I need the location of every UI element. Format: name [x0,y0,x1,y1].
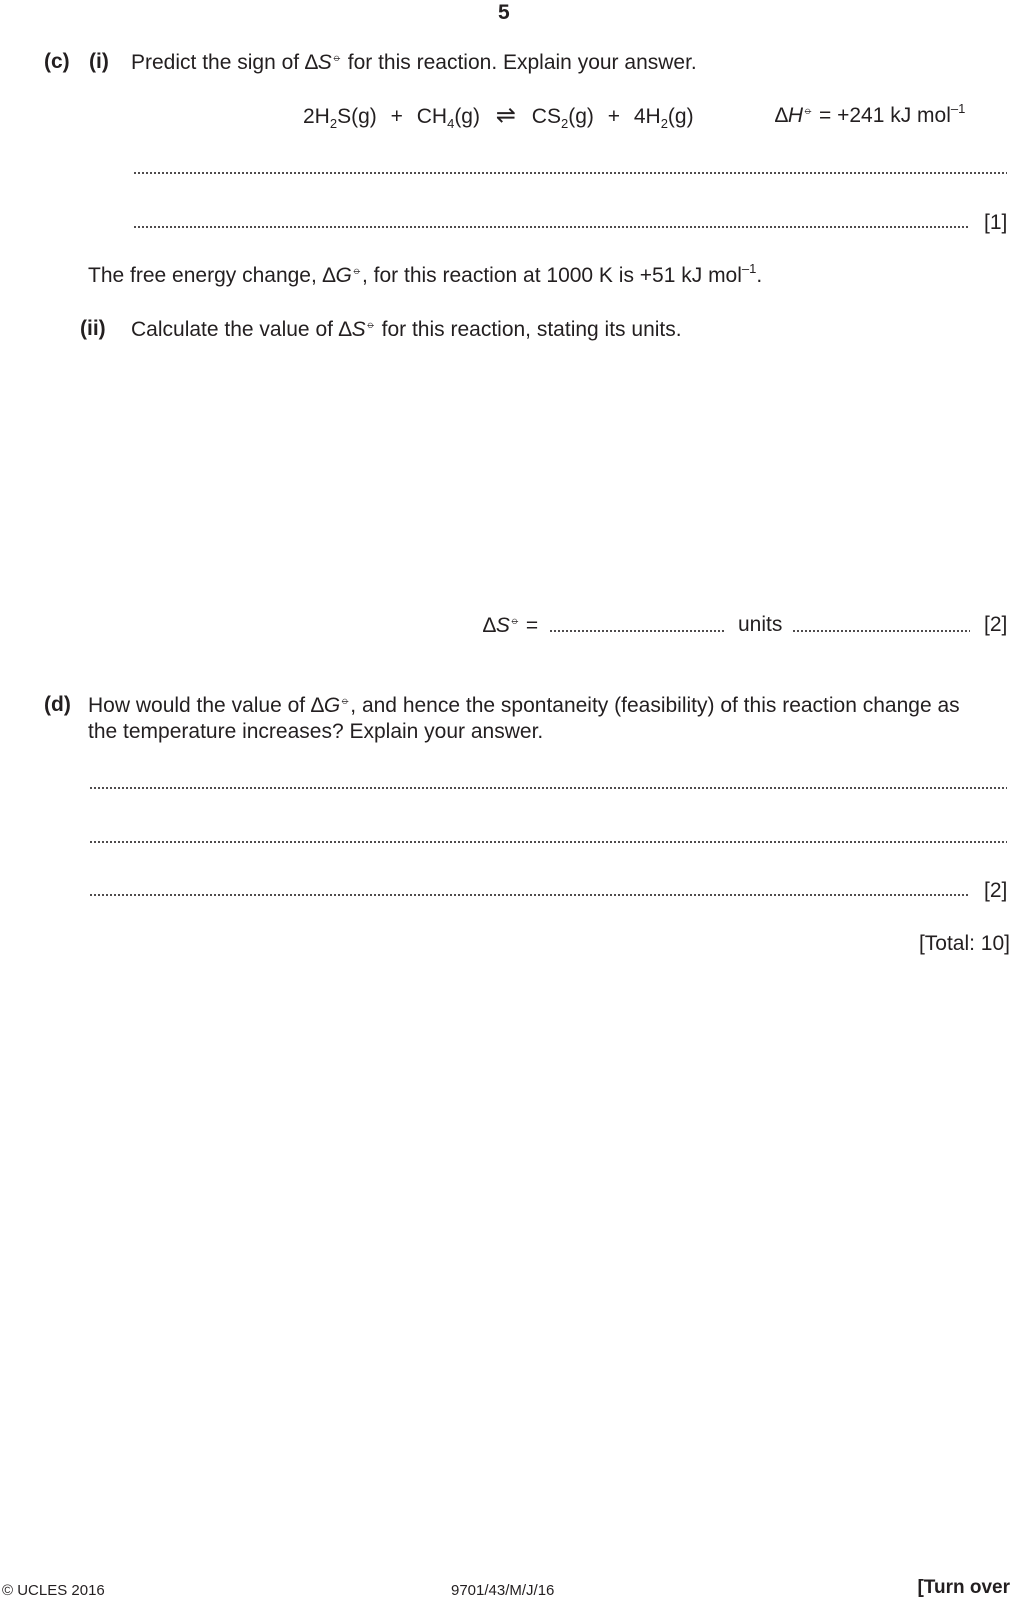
enthalpy-change: ∆H⦵ = +241 kJ mol$^{-1}$ [775,101,966,127]
answer-line-c-i-2[interactable] [133,226,970,228]
footer-turn-over: [Turn over [917,1577,1010,1598]
entropy-answer-field[interactable] [549,630,725,632]
part-c-label: (c) [44,50,70,73]
equilibrium-arrow: ⇌ [495,102,516,129]
free-energy-info: The free energy change, ∆G⦵, for this reaction at 1000 K is +51 kJ mol$^{-1}$. [88,261,763,287]
footer-copyright: © UCLES 2016 [2,1582,105,1599]
total-marks: [Total: 10] [918,932,1010,955]
answer-line-d-3[interactable] [89,894,970,896]
part-c-i-question: Predict the sign of ∆S⦵ for this reaction. Explain your answer. [131,50,697,74]
part-d-question-line-2: the temperature increases? Explain your answer. [88,720,544,743]
entropy-answer-label: ∆S⦵ = [483,613,539,637]
working-space[interactable] [131,350,1007,600]
reaction-equation: $2H_2S(g) + CH_4(g)$ ⇌ $CS_2(g) + 4H_2(g)$ [303,102,694,131]
page-number: 5 [498,1,510,24]
units-label: units [738,613,783,636]
part-d-label: (d) [44,693,71,716]
units-answer-field[interactable] [792,630,970,632]
part-c-ii-label: (ii) [80,317,106,340]
part-c-ii-question: Calculate the value of ∆S⦵ for this reaction, stating its units. [131,317,682,341]
mark-d: [2] [984,879,1008,902]
answer-line-d-2[interactable] [89,841,1007,843]
footer-code: 9701/43/M/J/16 [451,1582,555,1599]
answer-line-d-1[interactable] [89,787,1007,789]
mark-c-ii: [2] [984,613,1008,636]
part-d-question-line-1: How would the value of ∆G⦵, and hence the spontaneity (feasibility) of this reaction change as [88,693,960,717]
part-c-i-label: (i) [89,50,109,73]
mark-c-i: [1] [984,211,1008,234]
answer-line-c-i-1[interactable] [133,172,1007,174]
